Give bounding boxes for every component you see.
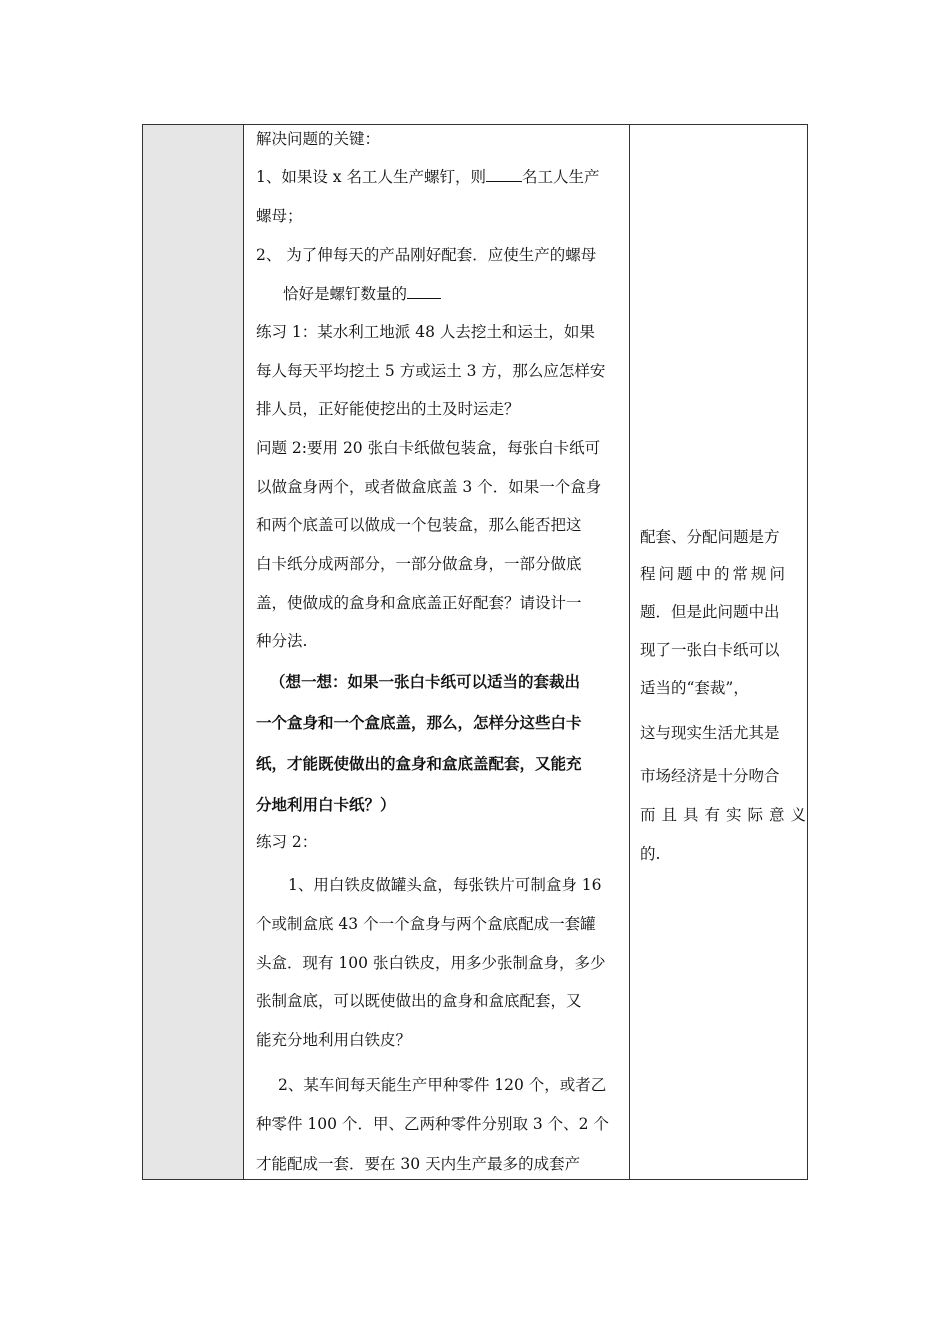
text-line: 种零件 100 个．甲、乙两种零件分别取 3 个、2 个 [256,1115,609,1133]
answer-blank [407,284,441,299]
note-line: 题．但是此问题中出 [640,603,780,621]
note-line: 而且具有实际意义 [640,806,813,824]
text-line: 解决问题的关键： [256,130,381,148]
notes-column [630,125,813,1179]
question-line-1: 1、如果设 x 名工人生产螺钉，则 名工人生产 [256,168,600,186]
text-line: 白卡纸分成两部分，一部分做盒身，一部分做底 [256,555,582,573]
hint-line: 一个盒身和一个盒底盖，那么，怎样分这些白卡 [256,713,582,732]
text-line: 练习 1：某水利工地派 48 人去挖土和运土，如果 [256,323,595,341]
text-line: 能充分地利用白铁皮？ [256,1031,412,1049]
hint-line: 纸，才能既使做出的盒身和盒底盖配套，又能充 [256,754,582,773]
hint-line: （想一想：如果一张白卡纸可以适当的套裁出 [270,672,581,691]
note-line: 这与现实生活尤其是 [640,724,780,742]
hint-line: 分地利用白卡纸？） [256,795,396,814]
text-line: 排人员，正好能使挖出的土及时运走？ [256,400,520,418]
text-line: 和两个底盖可以做成一个包装盒，那么能否把这 [256,516,582,534]
question-line-2: 恰好是螺钉数量的 [283,284,441,304]
text-line: 以做盒身两个，或者做盒底盖 3 个．如果一个盒身 [256,478,602,496]
lesson-table [142,124,813,1180]
text-line: 张制盒底，可以既使做出的盒身和盒底配套，又 [256,992,582,1010]
text-line: 种分法. [256,632,308,650]
text-line: 1、用白铁皮做罐头盒，每张铁片可制盒身 16 [288,876,602,894]
note-line: 适当的“套裁”， [640,679,749,697]
text-line: 2、 为了伸每天的产品刚好配套．应使生产的螺母 [256,246,597,264]
text-line: 盖，使做成的盒身和盒底盖正好配套？请设计一 [256,594,582,612]
content-column [244,125,630,1179]
note-line: 市场经济是十分吻合 [640,767,780,785]
note-line: 现了一张白卡纸可以 [640,641,780,659]
text-line: 头盒．现有 100 张白铁皮，用多少张制盒身，多少 [256,954,606,972]
note-line: 配套、分配问题是方 [640,528,780,546]
text-line: 每人每天平均挖土 5 方或运土 3 方，那么应怎样安 [256,362,606,380]
text-line: 问题 2:要用 20 张白卡纸做包装盒，每张白卡纸可 [256,439,601,457]
note-line: 的. [640,845,661,863]
text-line: 才能配成一套．要在 30 天内生产最多的成套产 [256,1155,581,1173]
text-line: 练习 2： [256,833,318,851]
answer-blank [486,167,522,182]
text-line: 螺母； [256,207,303,225]
text-line: 个或制盒底 43 个一个盒身与两个盒底配成一套罐 [256,915,596,933]
note-line: 程问题中的常规问 [640,565,789,583]
left-column [143,125,244,1179]
text-line: 2、某车间每天能生产甲种零件 120 个，或者乙 [278,1076,607,1094]
